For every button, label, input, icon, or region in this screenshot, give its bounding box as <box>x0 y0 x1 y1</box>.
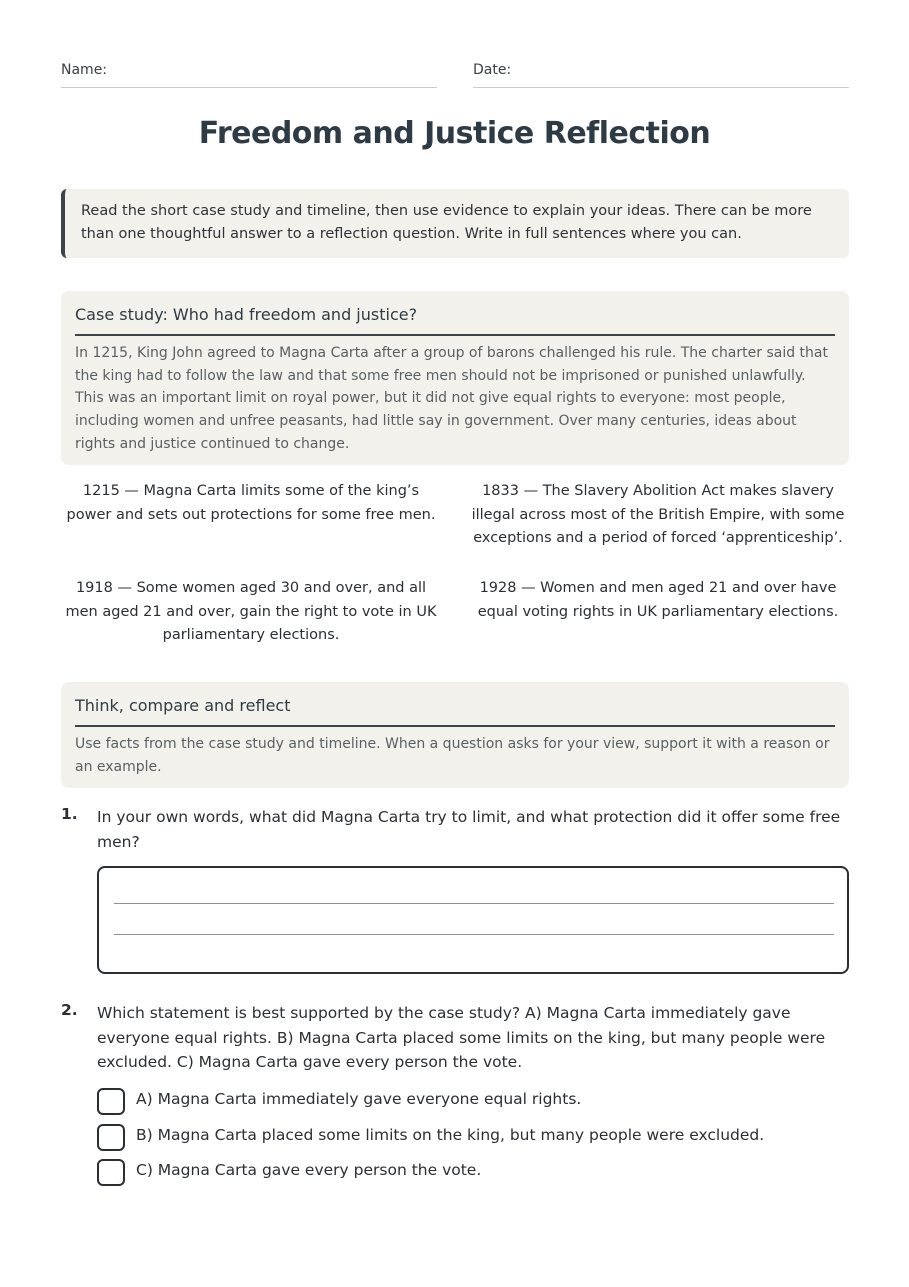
name-date-row <box>61 60 849 90</box>
think-heading: Think, compare and reflect <box>75 682 835 727</box>
option-label: C) Magna Carta gave every person the vote. <box>136 1161 482 1179</box>
option-label: B) Magna Carta placed some limits on the king, but many people were excluded. <box>136 1126 765 1144</box>
date-label: Date: <box>473 62 512 78</box>
timeline-item-1928: 1928 — Women and men aged 21 and over have equal voting rights in UK parliamentary elections. <box>477 580 839 620</box>
name-field[interactable] <box>61 60 437 88</box>
think-panel <box>61 682 849 788</box>
case-study-text: In 1215, King John agreed to Magna Carta after a group of barons challenged his rule. The charter said that the king had to follow the law and that some free men should not be imprisoned or punished unlawfully. This was an important limit on royal power, but it did not give equal rights to everyone: most people, including women and unfree peasants, had little say in government. Over many centuries, ideas about rights and justice continued to change. <box>75 345 828 452</box>
option-b[interactable] <box>97 1124 849 1152</box>
think-text: Use facts from the case study and timeline. When a question asks for your view, support it with a reason or an example. <box>75 736 830 775</box>
question-2 <box>61 1001 849 1076</box>
date-field[interactable] <box>473 60 849 88</box>
option-checkbox[interactable] <box>97 1088 125 1115</box>
option-a[interactable] <box>97 1088 849 1116</box>
answer-box[interactable] <box>97 866 849 974</box>
question-number: 1. <box>61 805 78 823</box>
answer-line <box>114 903 834 904</box>
question-text: Which statement is best supported by the case study? A) Magna Carta immediately gave everyone equal rights. B) Magna Carta placed some limits on the king, but many people were excluded. C) Magna Carta gave every person the vote. <box>97 1004 826 1071</box>
case-study-heading: Case study: Who had freedom and justice? <box>75 291 835 336</box>
option-label: A) Magna Carta immediately gave everyone equal rights. <box>136 1090 582 1108</box>
case-study-panel <box>61 291 849 465</box>
timeline-item-1833: 1833 — The Slavery Abolition Act makes slavery illegal across most of the British Empire, with some exceptions and a period of forced ‘apprenticeship’. <box>471 483 845 546</box>
timeline-item-1918: 1918 — Some women aged 30 and over, and all men aged 21 and over, gain the right to vote in UK parliamentary elections. <box>65 580 437 643</box>
timeline-item-1215: 1215 — Magna Carta limits some of the king’s power and sets out protections for some free men. <box>66 483 436 523</box>
question-1 <box>61 805 849 855</box>
option-c[interactable] <box>97 1159 849 1187</box>
question-number: 2. <box>61 1001 78 1019</box>
name-label: Name: <box>61 62 108 78</box>
option-checkbox[interactable] <box>97 1159 125 1186</box>
option-checkbox[interactable] <box>97 1124 125 1151</box>
question-text: In your own words, what did Magna Carta try to limit, and what protection did it offer some free men? <box>97 808 841 851</box>
answer-line <box>114 934 834 935</box>
page-title: Freedom and Justice Reflection <box>198 116 711 151</box>
instructions-box: Read the short case study and timeline, then use evidence to explain your ideas. There can be more than one thoughtful answer to a reflection question. Write in full sentences where you can. <box>61 189 849 258</box>
